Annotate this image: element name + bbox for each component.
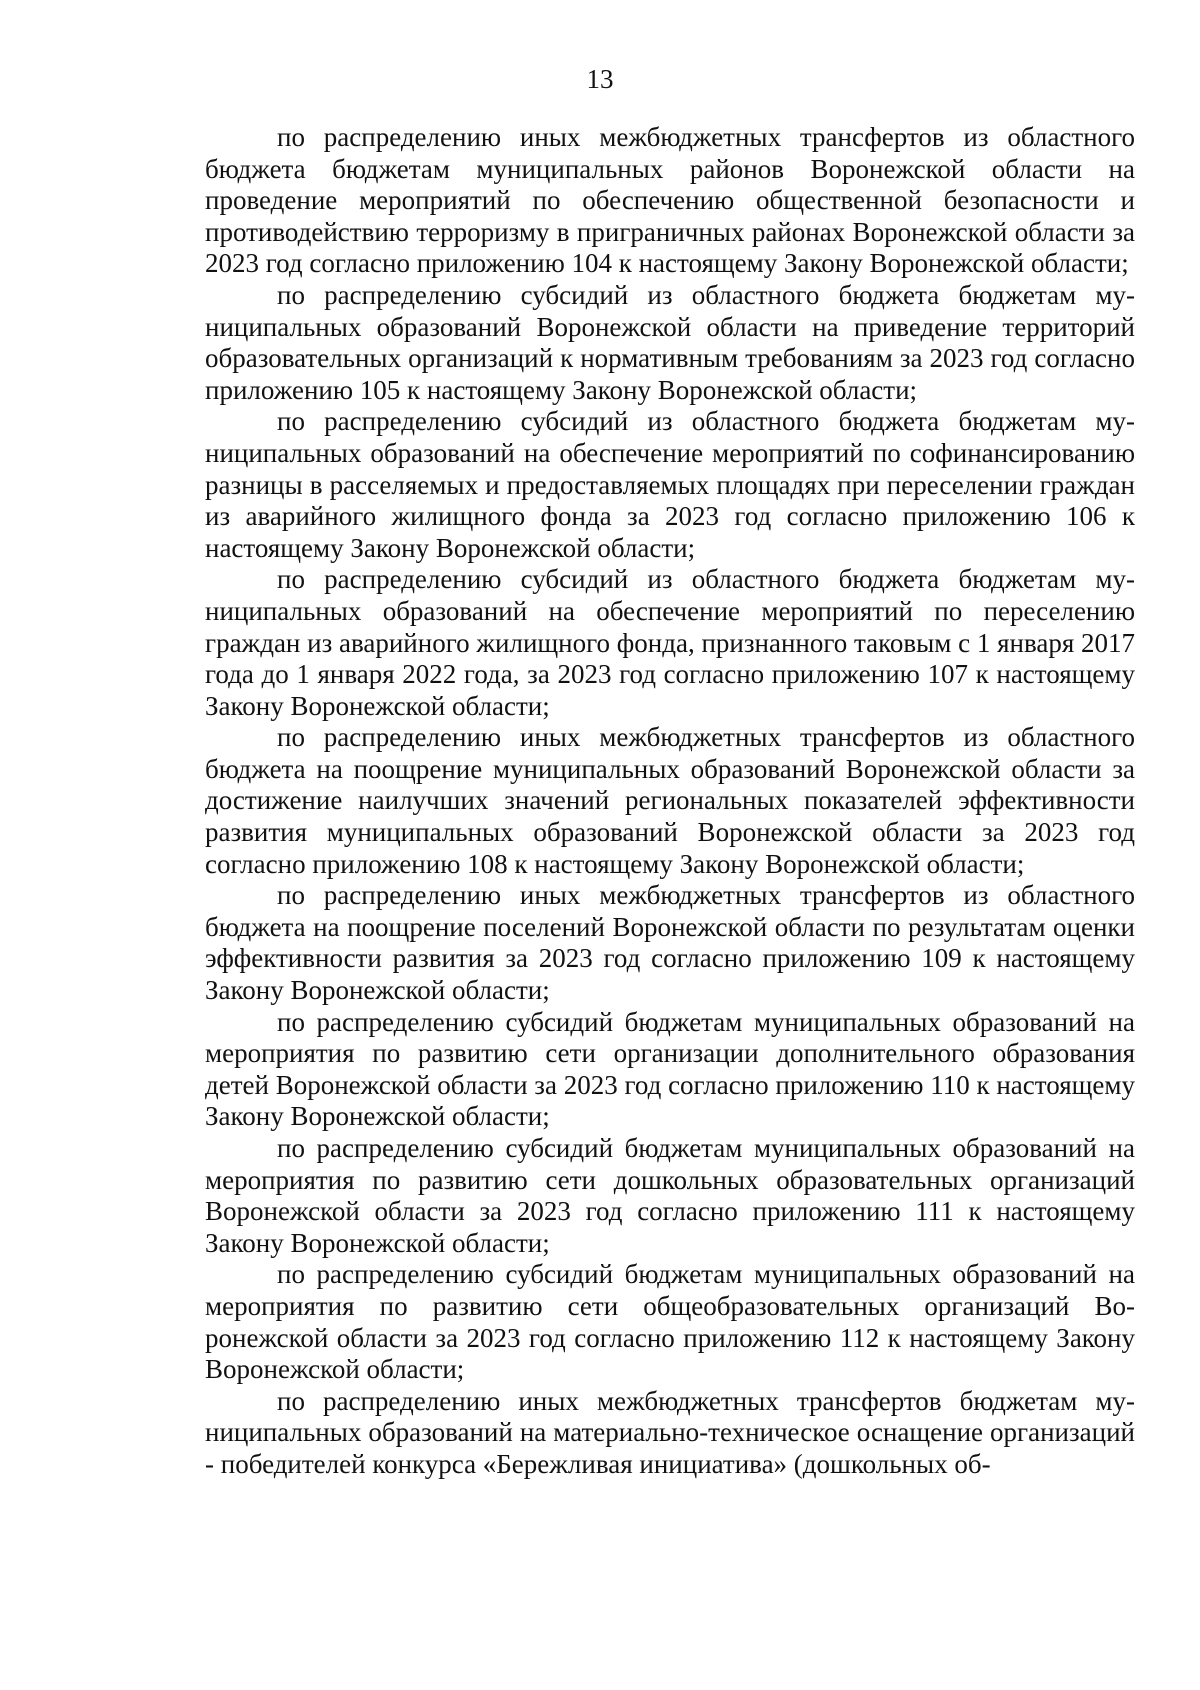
paragraph-1: по распределению иных межбюджетных трансфертов из областного бюджета бюджетам муниципальных районов Воронежской области на проведение мероприятий по обеспечению общественной безопасности и противодействию терроризму в приграничных районах Воронежской области за 2023 год согласно приложению 104 к настоящему Закону Воронежской области; — [205, 122, 1135, 279]
paragraph-4: по распределению субсидий из областного бюджета бюджетам муниципальных образований на обеспечение мероприятий по переселению граждан из аварийного жилищного фонда, признанного таковым с 1 января 2017 года до 1 января 2022 года, за 2023 год согласно приложению 107 к настоящему Закону Воронежской области; — [205, 564, 1135, 721]
paragraph-6: по распределению иных межбюджетных трансфертов из областного бюджета на поощрение поселений Воронежской области по результатам оценки эффективности развития за 2023 год согласно приложению 109 к настоящему Закону Воронежской области; — [205, 880, 1135, 1006]
paragraph-5: по распределению иных межбюджетных трансфертов из областного бюджета на поощрение муниципальных образований Воронежской области за достижение наилучших значений региональных показателей эффективности развития муниципальных образований Воронежской области за 2023 год согласно приложению 108 к настоящему Закону Воронежской области; — [205, 722, 1135, 879]
paragraph-7: по распределению субсидий бюджетам муниципальных образований на мероприятия по развитию сети организации дополнительного образования детей Воронежской области за 2023 год согласно приложению 110 к настоящему Закону Воронежской области; — [205, 1006, 1135, 1132]
paragraph-10: по распределению иных межбюджетных трансфертов бюджетам муниципальных образований на материально-техническое оснащение организаций - победителей конкурса «Бережливая инициатива» (дошкольных об- — [205, 1385, 1135, 1479]
paragraph-9: по распределению субсидий бюджетам муниципальных образований на мероприятия по развитию сети общеобразовательных организаций Воронежской области за 2023 год согласно приложению 112 к настоящему Закону Воронежской области; — [205, 1259, 1135, 1385]
document-body — [205, 122, 1135, 1481]
page-number: 13 — [586, 64, 614, 94]
paragraph-2: по распределению субсидий из областного бюджета бюджетам муниципальных образований Воронежской области на приведение территорий образовательных организаций к нормативным требованиям за 2023 год согласно приложению 105 к настоящему Закону Воронежской области; — [205, 279, 1135, 405]
paragraph-8: по распределению субсидий бюджетам муниципальных образований на мероприятия по развитию сети дошкольных образовательных организаций Воронежской области за 2023 год согласно приложению 111 к настоящему Закону Воронежской области; — [205, 1133, 1135, 1258]
paragraph-3: по распределению субсидий из областного бюджета бюджетам муниципальных образований на обеспечение мероприятий по софинансированию разницы в расселяемых и предоставляемых площадях при переселении граждан из аварийного жилищного фонда за 2023 год согласно приложению 106 к настоящему Закону Воронежской области; — [205, 406, 1135, 563]
